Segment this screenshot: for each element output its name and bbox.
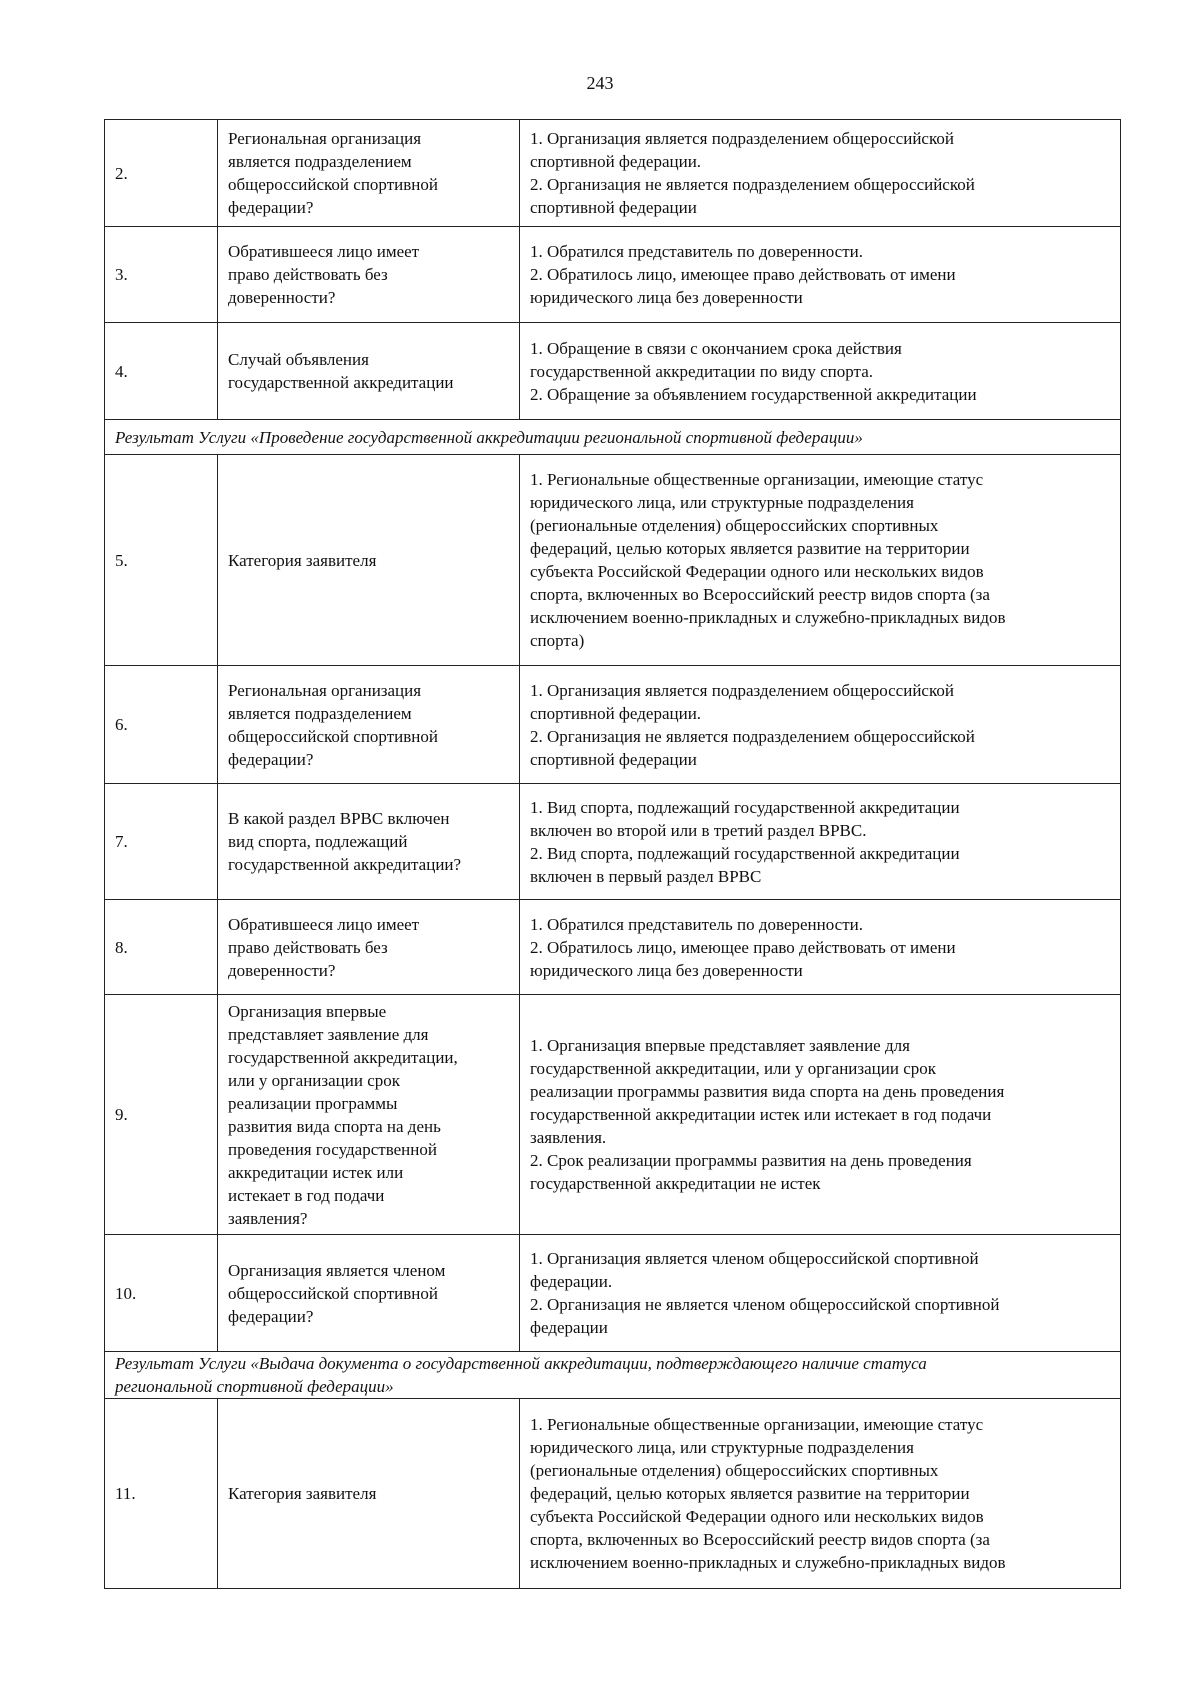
criterion-question (218, 1399, 520, 1589)
text-line: 1. Вид спорта, подлежащий государственной аккредитации (530, 797, 960, 817)
criterion-answers (520, 1235, 1121, 1352)
text-line: федерации? (228, 749, 314, 769)
text-line: или у организации срок (228, 1070, 401, 1090)
criterion-question (218, 1235, 520, 1352)
text-line: доверенности? (228, 288, 336, 307)
text-line: Категория заявителя (228, 1484, 377, 1503)
text-line: является подразделением (228, 152, 412, 171)
criterion-question (218, 455, 520, 666)
text-line: 1. Обратился представитель по доверенности. (530, 242, 863, 261)
text-line: общероссийской спортивной (228, 1283, 438, 1303)
text-line: право действовать без (228, 265, 388, 284)
criterion-answers (520, 227, 1121, 323)
criterion-row (105, 120, 1121, 227)
text-line: 1. Организация впервые представляет заявление для (530, 1036, 910, 1055)
criterion-question (218, 227, 520, 323)
text-line: 2. Организация не является членом общероссийской спортивной (530, 1295, 1000, 1314)
text-line: спортивной федерации (530, 198, 697, 217)
text-line: федерации? (228, 1306, 314, 1326)
criterion-question (218, 995, 520, 1235)
result-section-row (105, 420, 1121, 455)
text-line: 1. Региональные общественные организации, имеющие статус (530, 470, 984, 489)
text-line: государственной аккредитации, (228, 1047, 458, 1067)
text-line: федерации? (228, 198, 314, 217)
criterion-answers (520, 323, 1121, 420)
text-line: государственной аккредитации (228, 373, 454, 392)
text-line: представляет заявление для (228, 1024, 429, 1044)
result-section-heading (105, 1352, 1121, 1399)
criterion-answers (520, 995, 1121, 1235)
text-line: 2. Обращение за объявлением государственной аккредитации (530, 384, 977, 404)
text-line: 2. Обратилось лицо, имеющее право действовать от имени (530, 265, 956, 284)
criterion-row (105, 900, 1121, 995)
criterion-number: 5. (105, 455, 218, 666)
text-line: 2. Срок реализации программы развития на день проведения (530, 1151, 972, 1170)
text-line: право действовать без (228, 937, 388, 957)
text-line: заявления. (530, 1128, 607, 1147)
text-line: государственной аккредитации по виду спорта. (530, 361, 873, 381)
criterion-number: 7. (105, 784, 218, 900)
criterion-row (105, 455, 1121, 666)
text-line: государственной аккредитации? (228, 855, 462, 874)
text-line: федерации. (530, 1272, 613, 1291)
text-line: Случай объявления (228, 350, 369, 369)
text-line: спортивной федерации. (530, 703, 702, 723)
text-line: общероссийской спортивной (228, 175, 438, 194)
text-line: 1. Обращение в связи с окончанием срока действия (530, 338, 902, 358)
result-section-heading (105, 420, 1121, 455)
criterion-answers (520, 666, 1121, 784)
text-line: 1. Обратился представитель по доверенности. (530, 914, 863, 934)
criterion-answers (520, 784, 1121, 900)
criterion-number: 2. (105, 120, 218, 227)
criterion-number: 6. (105, 666, 218, 784)
criteria-table (104, 119, 1121, 1589)
text-line: государственной аккредитации не истек (530, 1174, 821, 1193)
text-line: Обратившееся лицо имеет (228, 914, 420, 934)
criterion-row (105, 227, 1121, 323)
criterion-answers (520, 1399, 1121, 1589)
text-line: спортивной федерации. (530, 152, 702, 171)
text-line: юридического лица, или структурные подразделения (530, 493, 914, 512)
text-line: доверенности? (228, 960, 336, 980)
text-line: общероссийской спортивной (228, 726, 438, 746)
criterion-number: 4. (105, 323, 218, 420)
text-line: исключением военно-прикладных и служебно-прикладных видов (530, 608, 1006, 627)
text-line: Категория заявителя (228, 550, 377, 570)
text-line: 1. Региональные общественные организации, имеющие статус (530, 1415, 984, 1434)
criterion-question (218, 120, 520, 227)
text-line: реализации программы развития вида спорта на день проведения (530, 1082, 1005, 1101)
text-line: федерации (530, 1318, 608, 1337)
criteria-table-body (105, 120, 1121, 1589)
criterion-question (218, 900, 520, 995)
criterion-question (218, 323, 520, 420)
text-line: аккредитации истек или (228, 1162, 404, 1182)
text-line: заявления? (228, 1208, 308, 1228)
text-line: федераций, целью которых является развитие на территории (530, 539, 970, 558)
text-line: федераций, целью которых является развитие на территории (530, 1484, 970, 1503)
text-line: государственной аккредитации, или у организации срок (530, 1059, 937, 1078)
result-section-row (105, 1352, 1121, 1399)
page-number: 243 (586, 73, 614, 93)
text-line: 1. Организация является подразделением общероссийской (530, 129, 954, 148)
text-line: субъекта Российской Федерации одного или нескольких видов (530, 1507, 984, 1526)
text-line: 2. Обратилось лицо, имеющее право действовать от имени (530, 937, 956, 957)
text-line: спорта) (530, 631, 585, 650)
text-line: 2. Организация не является подразделением общероссийской (530, 726, 975, 746)
text-line: спорта, включенных во Всероссийский реестр видов спорта (за (530, 585, 990, 604)
text-line: спортивной федерации (530, 749, 697, 769)
criterion-row (105, 995, 1121, 1235)
text-line: В какой раздел ВРВС включен (228, 809, 450, 828)
text-line: реализации программы (228, 1093, 398, 1113)
text-line: юридического лица, или структурные подразделения (530, 1438, 914, 1457)
text-line: субъекта Российской Федерации одного или нескольких видов (530, 562, 984, 581)
text-line: истекает в год подачи (228, 1185, 385, 1205)
text-line: Результат Услуги «Проведение государственной аккредитации региональной спортивной федерации» (115, 427, 863, 447)
text-line: Организация является членом (228, 1260, 446, 1280)
criterion-row (105, 1235, 1121, 1352)
text-line: (региональные отделения) общероссийских спортивных (530, 516, 939, 535)
text-line: развития вида спорта на день (228, 1116, 441, 1136)
criterion-question (218, 784, 520, 900)
text-line: 2. Организация не является подразделением общероссийской (530, 175, 975, 194)
text-line: государственной аккредитации истек или истекает в год подачи (530, 1105, 992, 1124)
text-line: Результат Услуги «Выдача документа о государственной аккредитации, подтверждающего наличие статуса (115, 1354, 927, 1373)
criterion-answers (520, 900, 1121, 995)
text-line: Региональная организация (228, 680, 422, 700)
criterion-row (105, 323, 1121, 420)
criterion-number: 3. (105, 227, 218, 323)
text-line: 1. Организация является подразделением общероссийской (530, 680, 954, 700)
criterion-number: 9. (105, 995, 218, 1235)
criterion-answers (520, 455, 1121, 666)
text-line: спорта, включенных во Всероссийский реестр видов спорта (за (530, 1530, 990, 1549)
criterion-number: 8. (105, 900, 218, 995)
text-line: Организация впервые (228, 1001, 387, 1021)
text-line: Региональная организация (228, 129, 422, 148)
criterion-answers (520, 120, 1121, 227)
text-line: (региональные отделения) общероссийских спортивных (530, 1461, 939, 1480)
text-line: исключением военно-прикладных и служебно-прикладных видов (530, 1553, 1006, 1572)
text-line: включен в первый раздел ВРВС (530, 866, 762, 886)
criterion-number: 11. (105, 1399, 218, 1589)
criterion-row (105, 784, 1121, 900)
criterion-row (105, 666, 1121, 784)
criterion-row (105, 1399, 1121, 1589)
text-line: юридического лица без доверенности (530, 960, 803, 980)
text-line: является подразделением (228, 703, 412, 723)
text-line: 1. Организация является членом общероссийской спортивной (530, 1249, 979, 1268)
text-line: включен во второй или в третий раздел ВРВС. (530, 820, 867, 840)
text-line: 2. Вид спорта, подлежащий государственной аккредитации (530, 843, 960, 863)
criterion-number: 10. (105, 1235, 218, 1352)
text-line: региональной спортивной федерации» (115, 1377, 394, 1396)
text-line: вид спорта, подлежащий (228, 832, 408, 851)
text-line: Обратившееся лицо имеет (228, 242, 420, 261)
criterion-question (218, 666, 520, 784)
text-line: проведения государственной (228, 1139, 437, 1159)
text-line: юридического лица без доверенности (530, 288, 803, 307)
